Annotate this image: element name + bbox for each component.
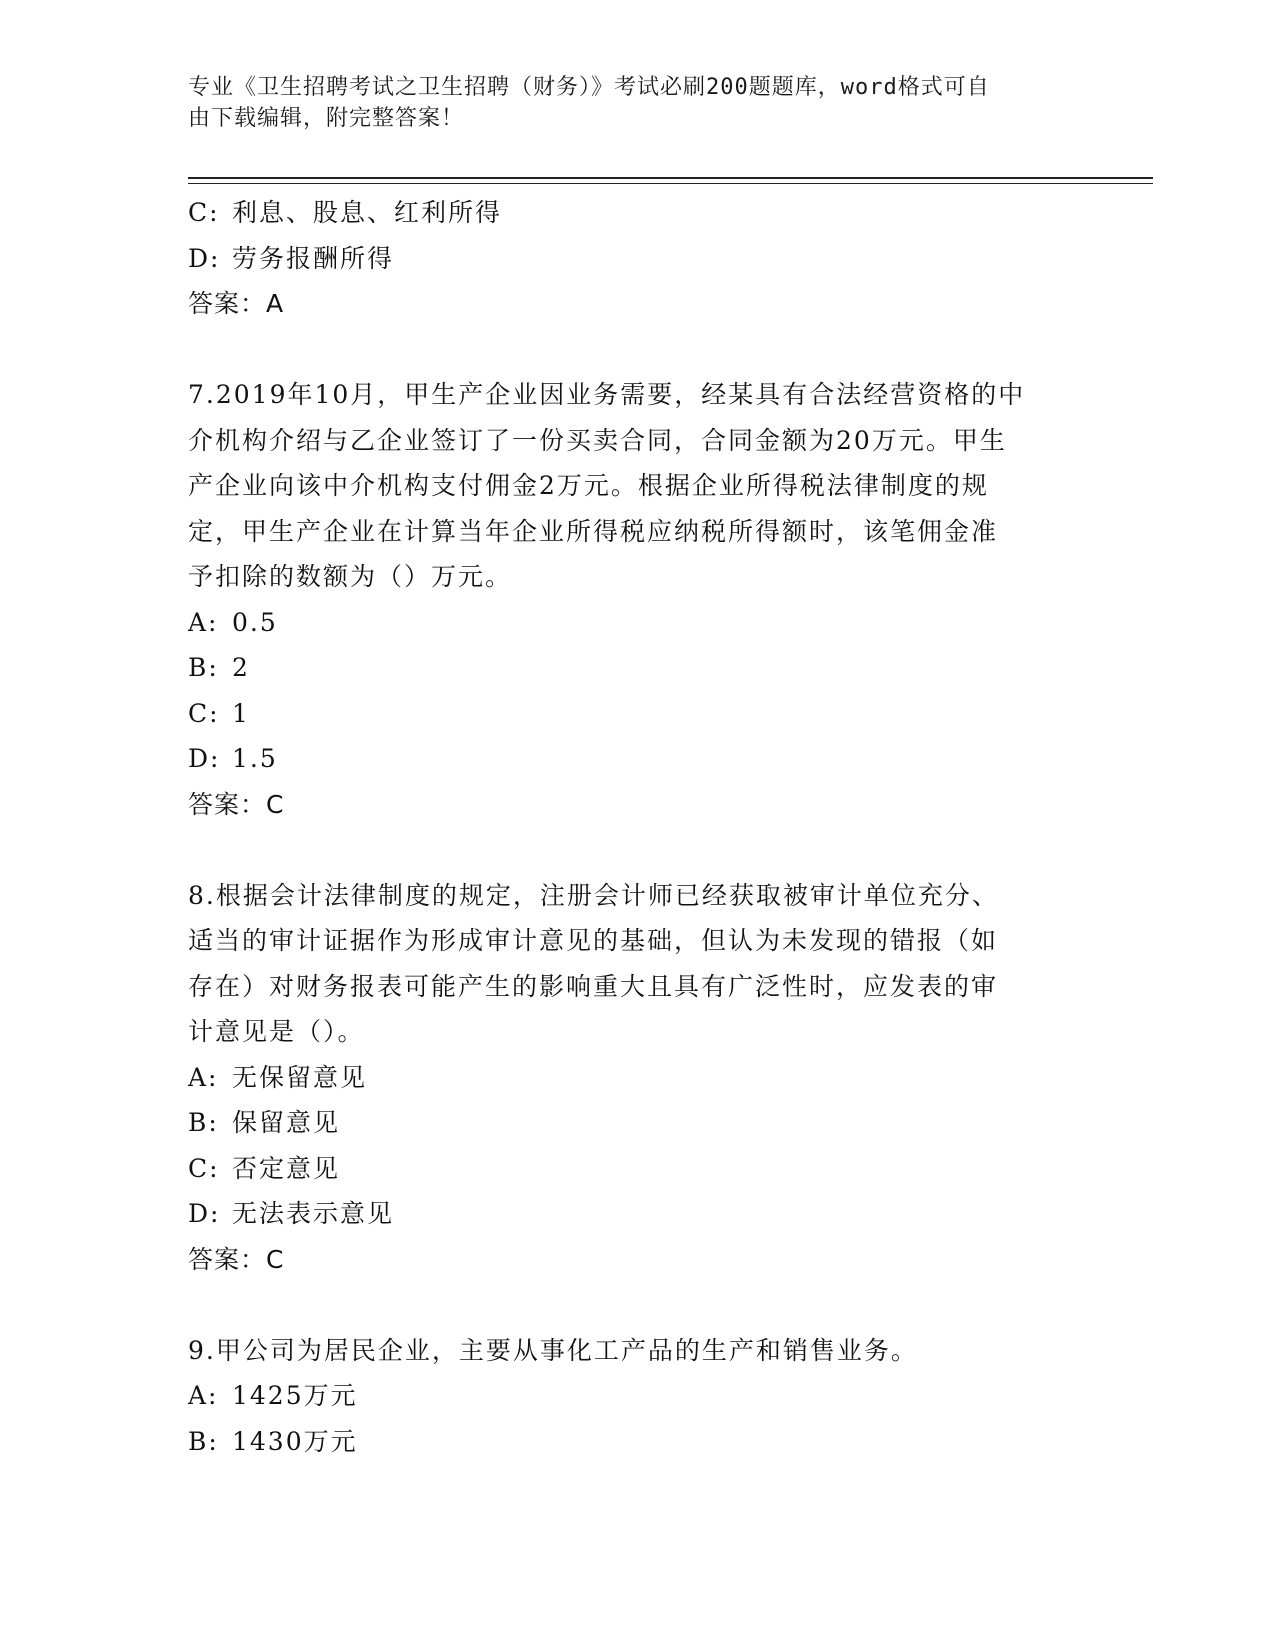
question-text-line: 予扣除的数额为（）万元。 [188, 562, 513, 591]
option-d [188, 1191, 1088, 1237]
option-text: 否定意见 [232, 1153, 341, 1183]
option-text: 2 [232, 653, 250, 682]
question-8 [188, 873, 1088, 1283]
option-text: 1.5 [232, 744, 278, 773]
option-c [188, 1146, 1088, 1192]
answer: 答案：C [188, 789, 285, 819]
document-header [188, 72, 1068, 134]
spacer [188, 327, 1088, 373]
option-label: C: [188, 1153, 220, 1183]
option-label: B: [188, 653, 219, 682]
option-b [188, 1419, 1088, 1465]
question-text-line: 产企业向该中介机构支付佣金2万元。根据企业所得税法律制度的规 [188, 471, 989, 500]
option-label: C: [188, 698, 220, 728]
question-9 [188, 1328, 1088, 1465]
answer: 答案：A [188, 289, 285, 318]
header-line-2: 由下载编辑，附完整答案！ [188, 106, 465, 131]
option-d [188, 236, 1088, 282]
option-d [188, 736, 1088, 782]
question-text-line: 9.甲公司为居民企业，主要从事化工产品的生产和销售业务。 [188, 1335, 918, 1365]
question-text-line: 定，甲生产企业在计算当年企业所得税应纳税所得额时，该笔佣金准 [188, 516, 999, 546]
option-label: D: [188, 1199, 221, 1228]
option-text: 劳务报酬所得 [232, 243, 395, 273]
option-b [188, 645, 1088, 691]
option-text: 1 [232, 698, 250, 728]
option-a [188, 1373, 1088, 1419]
option-label: B: [188, 1426, 219, 1456]
question-text-line: 适当的审计证据作为形成审计意见的基础，但认为未发现的错报（如 [188, 926, 999, 955]
question-text-line: 存在）对财务报表可能产生的影响重大且具有广泛性时，应发表的审 [188, 971, 999, 1001]
option-label: A: [188, 607, 219, 637]
option-a [188, 1055, 1088, 1101]
question-7 [188, 372, 1088, 827]
option-label: D: [188, 744, 221, 773]
spacer [188, 1282, 1088, 1328]
option-label: D: [188, 243, 221, 273]
question-text-line: 7.2019年10月，甲生产企业因业务需要，经某具有合法经营资格的中 [188, 380, 1026, 409]
option-a [188, 600, 1088, 646]
option-label: B: [188, 1108, 219, 1137]
option-text: 无保留意见 [232, 1062, 368, 1092]
option-c [188, 691, 1088, 737]
spacer [188, 827, 1088, 873]
header-line-1: 专业《卫生招聘考试之卫生招聘（财务）》考试必刷200题题库，word格式可自 [188, 75, 990, 100]
option-text: 利息、股息、红利所得 [232, 198, 503, 227]
option-text: 保留意见 [232, 1108, 341, 1137]
answer: 答案：C [188, 1244, 285, 1274]
header-divider-thin [188, 183, 1153, 184]
option-label: A: [188, 1381, 219, 1410]
question-text-line: 计意见是（）。 [188, 1017, 365, 1046]
option-text: 无法表示意见 [232, 1199, 395, 1228]
question-text-line: 8.根据会计法律制度的规定，注册会计师已经获取被审计单位充分、 [188, 880, 999, 910]
question-text-line: 介机构介绍与乙企业签订了一份买卖合同，合同金额为20万元。甲生 [188, 425, 1007, 455]
option-label: A: [188, 1062, 219, 1092]
option-text: 1430万元 [232, 1426, 358, 1456]
header-divider-thick [188, 177, 1153, 179]
option-label: C: [188, 198, 220, 227]
option-text: 1425万元 [232, 1381, 358, 1410]
option-text: 0.5 [232, 607, 278, 637]
question-content [188, 190, 1088, 1464]
option-c [188, 190, 1088, 236]
option-b [188, 1100, 1088, 1146]
